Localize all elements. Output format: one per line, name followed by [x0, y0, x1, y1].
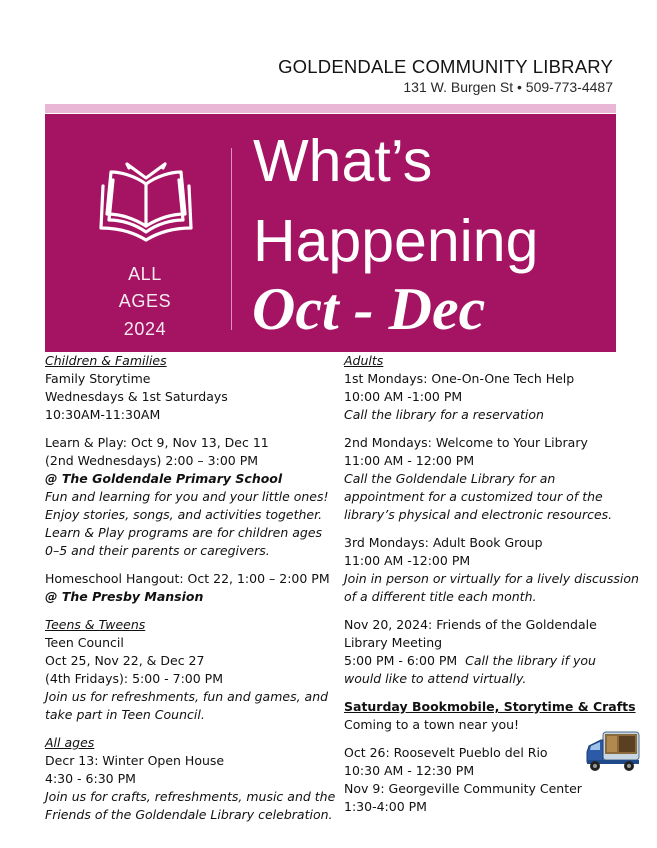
title-whats: What’s [253, 128, 433, 194]
event-line: 10:30AM-11:30AM [45, 407, 161, 422]
event-description: library’s physical and electronic resources. [344, 507, 613, 522]
open-book-icon [99, 162, 193, 242]
event-line: 11:00 AM -12:00 PM [344, 553, 471, 568]
event-line: (4th Fridays): 5:00 - 7:00 PM [45, 671, 223, 686]
event-line: Learn & Play: Oct 9, Nov 13, Dec 11 [45, 435, 269, 450]
event-description: Call the library for a reservation [344, 407, 544, 422]
event-line: Teen Council [45, 635, 124, 650]
event-line: 3rd Mondays: Adult Book Group [344, 535, 543, 550]
event-line: 1st Mondays: One-On-One Tech Help [344, 371, 575, 386]
bookmobile-time: 10:30 AM - 12:30 PM [344, 763, 475, 778]
event-description: would like to attend virtually. [344, 671, 527, 686]
bookmobile-stop: Nov 9: Georgeville Community Center [344, 781, 582, 796]
event-description: Join us for refreshments, fun and games, and [45, 689, 329, 704]
event-line: 2nd Mondays: Welcome to Your Library [344, 435, 588, 450]
bookmobile-subtitle: Coming to a town near you! [344, 717, 520, 732]
event-description: 0–5 and their parents or caregivers. [45, 543, 270, 558]
library-name: GOLDENDALE COMMUNITY LIBRARY [278, 56, 613, 77]
audience-ages: AGES [118, 291, 172, 311]
event-line: Homeschool Hangout: Oct 22, 1:00 – 2:00 PM [45, 571, 330, 586]
event-line: Wednesdays & 1st Saturdays [45, 389, 228, 404]
accent-bar [45, 104, 616, 113]
event-line [344, 652, 644, 670]
event-line: Library Meeting [344, 635, 443, 650]
bookmobile-time: 1:30-4:00 PM [344, 799, 427, 814]
event-description: Learn & Play programs are for children ages [45, 525, 323, 540]
event-description: take part in Teen Council. [45, 707, 205, 722]
event-time: 5:00 PM - 6:00 PM [344, 653, 458, 668]
event-description: appointment for a customized tour of the [344, 489, 603, 504]
event-line: Oct 25, Nov 22, & Dec 27 [45, 653, 205, 668]
title-dates: Oct - Dec [252, 276, 486, 342]
event-location: @ The Goldendale Primary School [45, 471, 283, 486]
event-description: Join us for crafts, refreshments, music and the [45, 789, 336, 804]
event-description: Fun and learning for you and your little ones! [45, 489, 329, 504]
event-line: (2nd Wednesdays) 2:00 – 3:00 PM [45, 453, 259, 468]
event-line: Decr 13: Winter Open House [45, 753, 225, 768]
bookmobile-truck-icon [585, 728, 641, 774]
event-line: 10:00 AM -1:00 PM [344, 389, 463, 404]
event-location: @ The Presby Mansion [45, 589, 204, 604]
banner-divider [231, 148, 232, 330]
library-address: 131 W. Burgen St • 509-773-4487 [403, 79, 613, 95]
event-description: Join in person or virtually for a lively discussion [344, 571, 639, 586]
audience-year: 2024 [123, 319, 167, 339]
event-description: of a different title each month. [344, 589, 537, 604]
event-line: 11:00 AM - 12:00 PM [344, 453, 475, 468]
title-happening: Happening [253, 208, 539, 274]
event-line: Family Storytime [45, 371, 151, 386]
section-heading: Teens & Tweens [45, 617, 146, 632]
event-description: Friends of the Goldendale Library celebration. [45, 807, 333, 822]
bookmobile-heading: Saturday Bookmobile, Storytime & Crafts [344, 699, 636, 714]
section-heading: Adults [344, 353, 384, 368]
event-line: 4:30 - 6:30 PM [45, 771, 136, 786]
section-heading: Children & Families [45, 353, 167, 368]
bookmobile-stop: Oct 26: Roosevelt Pueblo del Rio [344, 745, 548, 760]
banner [45, 114, 616, 352]
event-line: Nov 20, 2024: Friends of the Goldendale [344, 617, 597, 632]
left-column [45, 352, 335, 824]
event-description: Call the Goldendale Library for an [344, 471, 556, 486]
section-heading: All ages [45, 735, 95, 750]
audience-all: ALL [128, 264, 162, 284]
event-description: Enjoy stories, songs, and activities together. [45, 507, 323, 522]
event-description: Call the library if you [465, 653, 596, 668]
